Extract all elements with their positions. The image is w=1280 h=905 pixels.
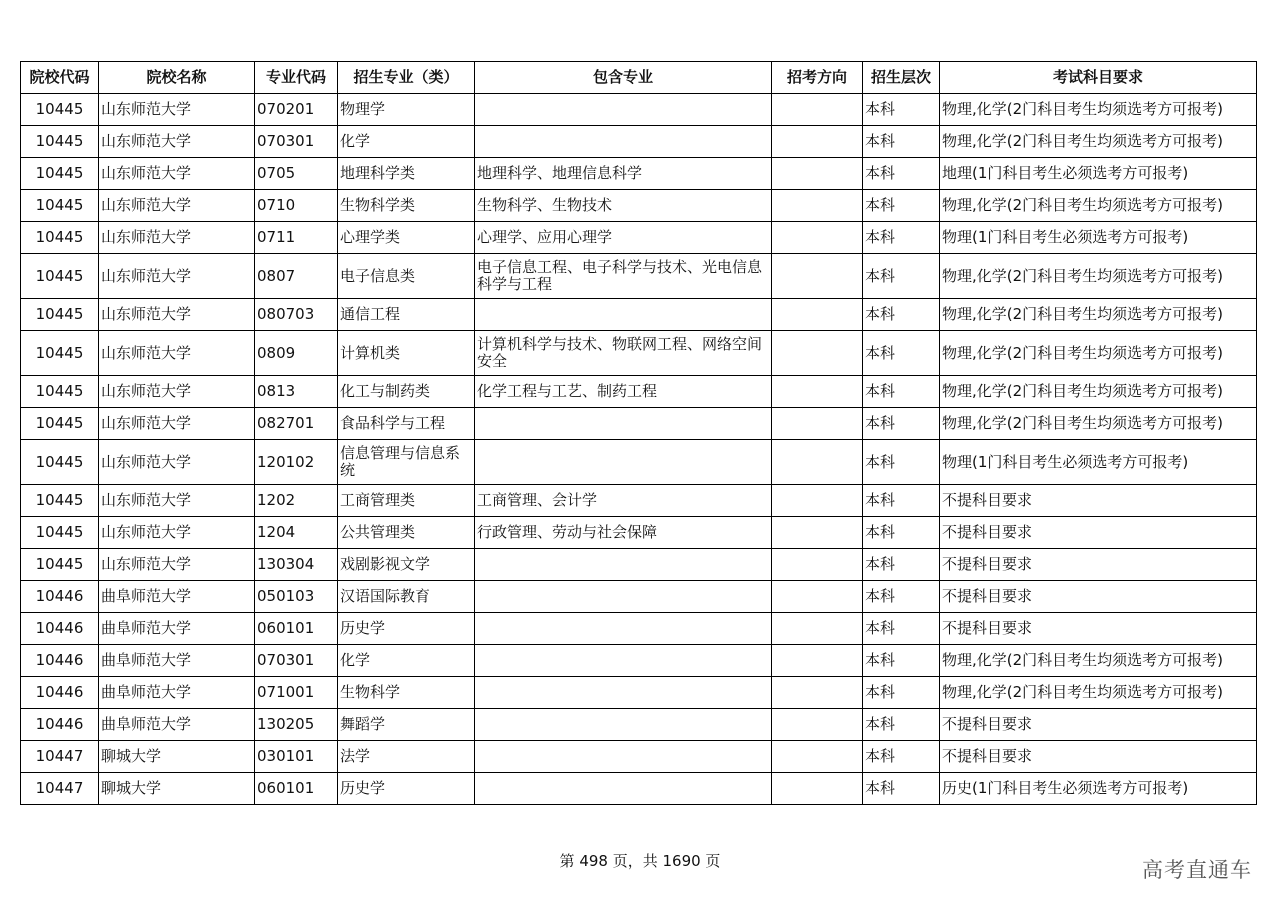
cell-school-code: 10445 (21, 126, 99, 158)
cell-major-code: 1202 (255, 485, 338, 517)
cell-major-code: 130205 (255, 709, 338, 741)
cell-subject-requirement: 物理,化学(2门科目考生均须选考方可报考) (940, 677, 1257, 709)
header-major: 招生专业（类） (338, 62, 475, 94)
cell-includes (475, 773, 772, 805)
cell-level: 本科 (863, 222, 940, 254)
cell-direction (772, 222, 863, 254)
header-school-code: 院校代码 (21, 62, 99, 94)
cell-direction (772, 709, 863, 741)
cell-major: 信息管理与信息系统 (338, 440, 475, 485)
cell-school-name: 曲阜师范大学 (99, 645, 255, 677)
cell-school-code: 10445 (21, 331, 99, 376)
cell-level: 本科 (863, 517, 940, 549)
cell-direction (772, 549, 863, 581)
cell-subject-requirement: 物理,化学(2门科目考生均须选考方可报考) (940, 190, 1257, 222)
cell-includes (475, 645, 772, 677)
cell-major: 地理科学类 (338, 158, 475, 190)
cell-subject-requirement: 不提科目要求 (940, 517, 1257, 549)
cell-school-name: 山东师范大学 (99, 222, 255, 254)
cell-school-code: 10445 (21, 222, 99, 254)
table-row (21, 376, 1257, 408)
cell-major: 食品科学与工程 (338, 408, 475, 440)
cell-direction (772, 331, 863, 376)
cell-direction (772, 677, 863, 709)
table-row (21, 645, 1257, 677)
cell-school-name: 山东师范大学 (99, 440, 255, 485)
table-row (21, 517, 1257, 549)
cell-school-name: 山东师范大学 (99, 408, 255, 440)
cell-subject-requirement: 历史(1门科目考生必须选考方可报考) (940, 773, 1257, 805)
enrollment-table (20, 61, 1257, 805)
header-level: 招生层次 (863, 62, 940, 94)
header-direction: 招考方向 (772, 62, 863, 94)
cell-school-name: 山东师范大学 (99, 376, 255, 408)
cell-major: 物理学 (338, 94, 475, 126)
table-body (21, 94, 1257, 805)
cell-major: 化学 (338, 126, 475, 158)
cell-major-code: 070201 (255, 94, 338, 126)
cell-level: 本科 (863, 331, 940, 376)
cell-school-code: 10445 (21, 94, 99, 126)
cell-level: 本科 (863, 485, 940, 517)
cell-major-code: 070301 (255, 645, 338, 677)
cell-major-code: 0710 (255, 190, 338, 222)
cell-major: 舞蹈学 (338, 709, 475, 741)
cell-subject-requirement: 物理,化学(2门科目考生均须选考方可报考) (940, 254, 1257, 299)
cell-direction (772, 517, 863, 549)
document-page (20, 61, 1256, 805)
cell-includes: 计算机科学与技术、物联网工程、网络空间安全 (475, 331, 772, 376)
table-row (21, 549, 1257, 581)
table-row (21, 709, 1257, 741)
cell-major: 工商管理类 (338, 485, 475, 517)
cell-level: 本科 (863, 254, 940, 299)
cell-major-code: 060101 (255, 613, 338, 645)
cell-subject-requirement: 物理,化学(2门科目考生均须选考方可报考) (940, 645, 1257, 677)
cell-subject-requirement: 物理(1门科目考生必须选考方可报考) (940, 440, 1257, 485)
cell-level: 本科 (863, 190, 940, 222)
cell-major: 公共管理类 (338, 517, 475, 549)
cell-includes (475, 126, 772, 158)
cell-major-code: 0813 (255, 376, 338, 408)
cell-subject-requirement: 物理,化学(2门科目考生均须选考方可报考) (940, 376, 1257, 408)
cell-subject-requirement: 不提科目要求 (940, 549, 1257, 581)
cell-level: 本科 (863, 549, 940, 581)
cell-school-code: 10445 (21, 549, 99, 581)
header-school-name: 院校名称 (99, 62, 255, 94)
table-row (21, 581, 1257, 613)
cell-major: 历史学 (338, 613, 475, 645)
cell-includes: 化学工程与工艺、制药工程 (475, 376, 772, 408)
cell-school-code: 10447 (21, 741, 99, 773)
table-header-row (21, 62, 1257, 94)
cell-direction (772, 158, 863, 190)
watermark: 高考直通车 (1142, 858, 1252, 882)
table-row (21, 677, 1257, 709)
cell-school-name: 山东师范大学 (99, 94, 255, 126)
cell-major-code: 0705 (255, 158, 338, 190)
cell-direction (772, 773, 863, 805)
cell-direction (772, 613, 863, 645)
cell-major: 电子信息类 (338, 254, 475, 299)
cell-subject-requirement: 地理(1门科目考生必须选考方可报考) (940, 158, 1257, 190)
cell-major-code: 0711 (255, 222, 338, 254)
cell-direction (772, 485, 863, 517)
cell-school-name: 山东师范大学 (99, 517, 255, 549)
cell-school-name: 曲阜师范大学 (99, 677, 255, 709)
cell-includes (475, 408, 772, 440)
cell-major: 生物科学类 (338, 190, 475, 222)
cell-includes (475, 709, 772, 741)
cell-includes: 工商管理、会计学 (475, 485, 772, 517)
cell-school-code: 10447 (21, 773, 99, 805)
cell-includes (475, 741, 772, 773)
cell-school-name: 山东师范大学 (99, 299, 255, 331)
cell-includes (475, 581, 772, 613)
table-row (21, 222, 1257, 254)
table-row (21, 190, 1257, 222)
cell-level: 本科 (863, 677, 940, 709)
cell-includes: 心理学、应用心理学 (475, 222, 772, 254)
cell-subject-requirement: 不提科目要求 (940, 741, 1257, 773)
cell-level: 本科 (863, 376, 940, 408)
cell-direction (772, 741, 863, 773)
table-row (21, 94, 1257, 126)
cell-direction (772, 94, 863, 126)
cell-direction (772, 440, 863, 485)
header-subject-requirement: 考试科目要求 (940, 62, 1257, 94)
table-row (21, 331, 1257, 376)
cell-major-code: 082701 (255, 408, 338, 440)
cell-level: 本科 (863, 645, 940, 677)
cell-subject-requirement: 物理,化学(2门科目考生均须选考方可报考) (940, 331, 1257, 376)
cell-includes (475, 299, 772, 331)
cell-includes: 电子信息工程、电子科学与技术、光电信息科学与工程 (475, 254, 772, 299)
table-row (21, 254, 1257, 299)
header-major-code: 专业代码 (255, 62, 338, 94)
cell-level: 本科 (863, 581, 940, 613)
cell-major: 历史学 (338, 773, 475, 805)
table-row (21, 773, 1257, 805)
cell-major-code: 050103 (255, 581, 338, 613)
cell-includes (475, 549, 772, 581)
cell-includes (475, 613, 772, 645)
table-row (21, 299, 1257, 331)
cell-school-code: 10445 (21, 408, 99, 440)
cell-school-name: 曲阜师范大学 (99, 709, 255, 741)
table-row (21, 440, 1257, 485)
cell-school-name: 曲阜师范大学 (99, 613, 255, 645)
cell-subject-requirement: 物理,化学(2门科目考生均须选考方可报考) (940, 94, 1257, 126)
cell-includes: 生物科学、生物技术 (475, 190, 772, 222)
cell-school-name: 山东师范大学 (99, 126, 255, 158)
cell-major: 心理学类 (338, 222, 475, 254)
cell-major-code: 070301 (255, 126, 338, 158)
cell-school-name: 曲阜师范大学 (99, 581, 255, 613)
cell-includes: 行政管理、劳动与社会保障 (475, 517, 772, 549)
cell-direction (772, 376, 863, 408)
cell-includes (475, 94, 772, 126)
cell-school-name: 山东师范大学 (99, 485, 255, 517)
cell-school-code: 10446 (21, 613, 99, 645)
cell-direction (772, 299, 863, 331)
cell-school-code: 10446 (21, 709, 99, 741)
cell-school-code: 10445 (21, 485, 99, 517)
cell-major: 戏剧影视文学 (338, 549, 475, 581)
cell-major-code: 080703 (255, 299, 338, 331)
cell-direction (772, 126, 863, 158)
cell-major: 通信工程 (338, 299, 475, 331)
cell-school-code: 10445 (21, 440, 99, 485)
cell-subject-requirement: 物理,化学(2门科目考生均须选考方可报考) (940, 126, 1257, 158)
cell-subject-requirement: 物理(1门科目考生必须选考方可报考) (940, 222, 1257, 254)
cell-major: 生物科学 (338, 677, 475, 709)
cell-level: 本科 (863, 408, 940, 440)
cell-direction (772, 190, 863, 222)
cell-major-code: 130304 (255, 549, 338, 581)
page-number: 第 498 页，共 1690 页 (559, 852, 721, 870)
cell-subject-requirement: 不提科目要求 (940, 709, 1257, 741)
cell-major: 化工与制药类 (338, 376, 475, 408)
cell-school-name: 山东师范大学 (99, 549, 255, 581)
cell-major-code: 120102 (255, 440, 338, 485)
cell-school-name: 山东师范大学 (99, 190, 255, 222)
cell-direction (772, 408, 863, 440)
table-row (21, 485, 1257, 517)
cell-major-code: 1204 (255, 517, 338, 549)
cell-major-code: 060101 (255, 773, 338, 805)
cell-level: 本科 (863, 126, 940, 158)
cell-level: 本科 (863, 299, 940, 331)
cell-level: 本科 (863, 741, 940, 773)
cell-subject-requirement: 物理,化学(2门科目考生均须选考方可报考) (940, 408, 1257, 440)
cell-level: 本科 (863, 709, 940, 741)
cell-school-code: 10445 (21, 376, 99, 408)
cell-direction (772, 254, 863, 299)
cell-includes (475, 677, 772, 709)
table-row (21, 126, 1257, 158)
cell-major: 法学 (338, 741, 475, 773)
cell-major-code: 030101 (255, 741, 338, 773)
cell-includes: 地理科学、地理信息科学 (475, 158, 772, 190)
cell-direction (772, 581, 863, 613)
table-row (21, 613, 1257, 645)
cell-level: 本科 (863, 613, 940, 645)
cell-major-code: 071001 (255, 677, 338, 709)
cell-subject-requirement: 不提科目要求 (940, 581, 1257, 613)
cell-school-name: 聊城大学 (99, 773, 255, 805)
cell-level: 本科 (863, 773, 940, 805)
table-row (21, 158, 1257, 190)
cell-major: 计算机类 (338, 331, 475, 376)
cell-school-name: 山东师范大学 (99, 254, 255, 299)
cell-school-code: 10445 (21, 254, 99, 299)
cell-school-name: 山东师范大学 (99, 331, 255, 376)
cell-level: 本科 (863, 94, 940, 126)
cell-school-code: 10445 (21, 299, 99, 331)
header-includes: 包含专业 (475, 62, 772, 94)
cell-subject-requirement: 物理,化学(2门科目考生均须选考方可报考) (940, 299, 1257, 331)
cell-includes (475, 440, 772, 485)
cell-school-code: 10446 (21, 581, 99, 613)
cell-school-code: 10445 (21, 190, 99, 222)
cell-school-name: 山东师范大学 (99, 158, 255, 190)
cell-subject-requirement: 不提科目要求 (940, 613, 1257, 645)
cell-school-code: 10445 (21, 517, 99, 549)
cell-level: 本科 (863, 158, 940, 190)
cell-school-code: 10446 (21, 677, 99, 709)
cell-major: 化学 (338, 645, 475, 677)
cell-major-code: 0809 (255, 331, 338, 376)
cell-major-code: 0807 (255, 254, 338, 299)
cell-level: 本科 (863, 440, 940, 485)
cell-school-code: 10445 (21, 158, 99, 190)
cell-school-name: 聊城大学 (99, 741, 255, 773)
table-row (21, 741, 1257, 773)
cell-major: 汉语国际教育 (338, 581, 475, 613)
cell-school-code: 10446 (21, 645, 99, 677)
cell-direction (772, 645, 863, 677)
table-row (21, 408, 1257, 440)
cell-subject-requirement: 不提科目要求 (940, 485, 1257, 517)
